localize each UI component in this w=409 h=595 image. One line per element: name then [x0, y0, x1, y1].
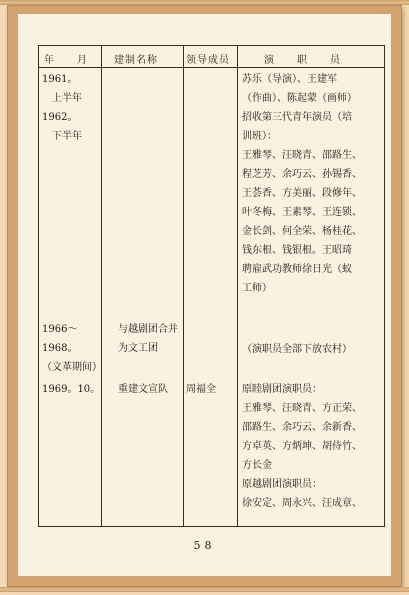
- year-line: 1969。10。: [42, 384, 101, 395]
- performer-line: 方长金: [242, 460, 272, 471]
- performer-line: 程芝芳、余巧云、孙锡香、: [242, 169, 362, 180]
- performer-line: 方卓英、方炳坤、胡侍竹、: [242, 441, 362, 452]
- table-bottom-rule: [38, 526, 385, 527]
- year-line: 1966～: [42, 324, 78, 335]
- table-top-rule: [38, 45, 385, 46]
- performer-line: 工师）: [242, 283, 272, 294]
- row-3-year: [42, 380, 100, 399]
- header-leader: 领导成员: [186, 55, 230, 66]
- row-3-leader: 周福全: [186, 384, 216, 395]
- performer-line: 王雅琴、汪晓青、方正荣、: [242, 403, 362, 414]
- scroll-bottom-rod: [0, 587, 409, 592]
- performer-line: 原越剧团演职员：: [242, 479, 322, 490]
- header-org-name: 建制名称: [114, 55, 158, 66]
- year-line: 下半年: [42, 131, 82, 142]
- year-line: （文革期间）: [42, 362, 102, 373]
- performer-line: 训班）：: [242, 131, 277, 142]
- performer-line: 金长剑、何全荣、杨桂花、: [242, 226, 362, 237]
- page-number: 58: [193, 539, 216, 552]
- document-page: [18, 14, 391, 576]
- column-rule-1: [101, 45, 102, 527]
- table-right-rule: [384, 45, 385, 527]
- performer-line: （作曲）、陈起蒙（画师）: [242, 93, 357, 104]
- performer-line: 邵路生、余巧云、余新香、: [242, 422, 362, 433]
- row-1-year: [42, 70, 82, 146]
- performer-line: 叶冬梅、王素琴、王连锁、: [242, 207, 362, 218]
- performer-line: 王荟香、方美丽、段修年、: [242, 188, 362, 199]
- column-rule-3: [237, 45, 238, 527]
- performer-line: 王雅琴、汪晓青、邵路生、: [242, 150, 362, 161]
- row-2-org: [118, 320, 178, 358]
- header-bottom-rule: [38, 67, 385, 68]
- column-rule-2: [183, 45, 184, 527]
- performer-line: 聘雇武功教师徐日光（蚁: [242, 264, 352, 275]
- org-line: 重建文宣队: [118, 384, 168, 395]
- performer-line: 原睦剧团演职员：: [242, 384, 322, 395]
- row-2-performers: [242, 340, 384, 359]
- year-line: 1968。: [42, 343, 78, 354]
- row-1-performers: [242, 70, 384, 298]
- year-line: 1961。: [42, 74, 78, 85]
- performer-line: 招收第三代青年演员（培: [242, 112, 352, 123]
- row-3-org: [118, 380, 168, 399]
- row-2-year: [42, 320, 102, 377]
- year-line: 1962。: [42, 112, 78, 123]
- org-line: 为文工团: [118, 343, 158, 354]
- performer-line: 苏乐（导演）、王建军: [242, 74, 337, 85]
- table: [18, 14, 391, 534]
- year-line: 上半年: [42, 93, 82, 104]
- scroll-top-rod: [0, 0, 409, 5]
- performer-line: 钱东根、钱银根。王昭琦: [242, 245, 352, 256]
- header-performers: 演 职 员: [264, 55, 341, 66]
- org-line: 与越剧团合并: [118, 324, 178, 335]
- performer-line: （演职员全部下放农村）: [242, 344, 352, 355]
- row-3-performers: [242, 380, 384, 513]
- table-left-rule: [38, 45, 39, 527]
- performer-line: 徐安定、周永兴、汪成章、: [242, 498, 362, 509]
- header-year-month: 年 月: [44, 55, 88, 66]
